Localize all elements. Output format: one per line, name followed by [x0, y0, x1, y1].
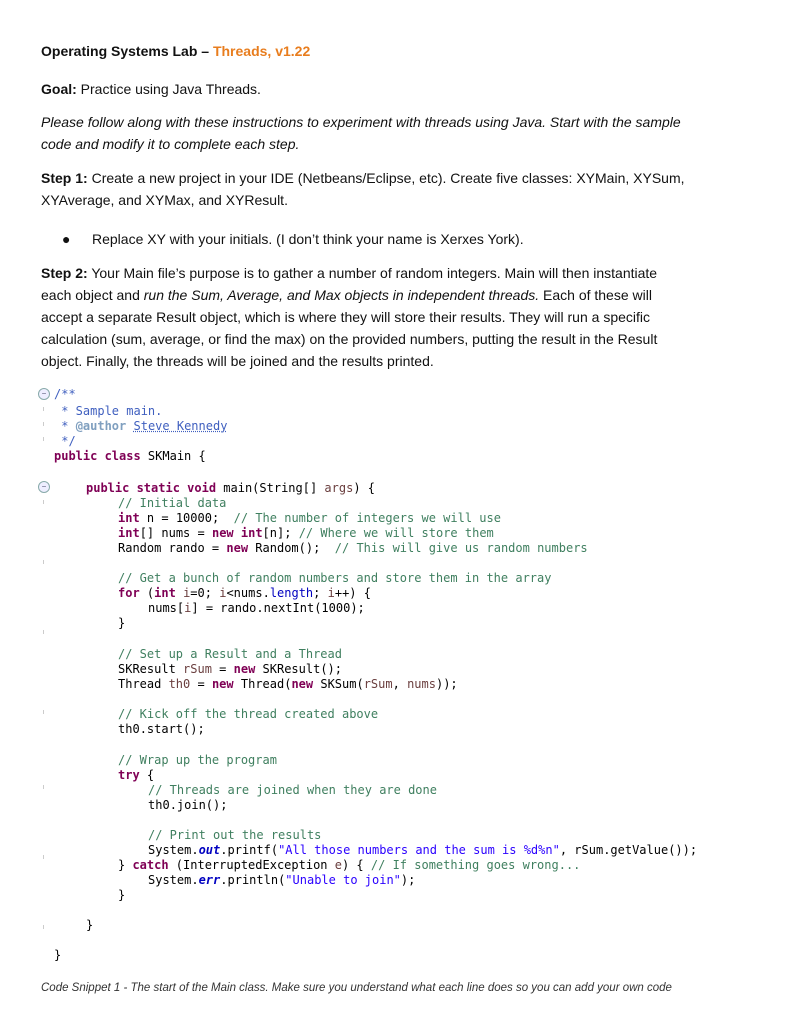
code-token: System. [148, 873, 199, 887]
step1-text: Create a new project in your IDE (Netbeans/Eclipse, etc). Create five classes: XYMain, XYSum, [87, 170, 685, 186]
code-token: .getValue()); [603, 843, 698, 857]
code-token: < [226, 586, 234, 600]
code-token: rSum [363, 677, 393, 691]
code-token: main(String[] [216, 481, 325, 495]
code-line [148, 873, 415, 888]
code-line [118, 858, 580, 873]
code-line [54, 449, 206, 464]
code-line [118, 722, 205, 737]
code-snippet [36, 385, 796, 970]
code-token: )); [435, 677, 458, 691]
code-line: // Get a bunch of random numbers and store them in the array [118, 571, 552, 585]
step1-line-1 [41, 167, 685, 189]
code-token: (InterruptedException [168, 858, 335, 872]
code-token: ] = [191, 601, 221, 615]
code-line: * Sample main. [54, 404, 163, 418]
code-token: [] [139, 526, 162, 540]
code-token: i [183, 586, 191, 600]
code-token: nums [407, 677, 436, 691]
code-token: [ [262, 526, 270, 540]
code-token: "Unable to join" [285, 873, 401, 887]
code-token: SKMain { [140, 449, 206, 463]
code-token: .println( [220, 873, 286, 887]
code-token: // The number of integers we will use [233, 511, 501, 525]
code-token: ); [400, 873, 416, 887]
code-token: SKResult [118, 662, 184, 676]
code-token: Random(); [248, 541, 335, 555]
code-line [118, 526, 494, 541]
intro-line-2: code and modify it to complete each step. [41, 136, 300, 152]
code-token: , [559, 843, 575, 857]
code-token: { [139, 768, 155, 782]
code-token: int [118, 526, 140, 540]
code-token: public class [54, 449, 141, 463]
code-token: new [211, 677, 234, 691]
step2-line2-c: Each of these will [539, 287, 652, 303]
step1-label: Step 1: [41, 170, 88, 186]
code-token: // This will give us random numbers [334, 541, 588, 555]
code-line [148, 601, 365, 616]
code-token: = [211, 662, 234, 676]
fold-toggle-icon[interactable]: − [38, 388, 50, 400]
code-token: * [54, 419, 76, 433]
step2-line2-emphasis: run the Sum, Average, and Max objects in independent threads. [143, 287, 540, 303]
code-token: rando [168, 541, 205, 555]
fold-toggle-icon[interactable]: − [38, 481, 50, 493]
code-line: // Set up a Result and a Thread [118, 647, 342, 661]
code-token: args [324, 481, 354, 495]
step2-label: Step 2: [41, 265, 88, 281]
code-line [118, 541, 588, 556]
code-token: SKSum( [313, 677, 364, 691]
step2-paragraph [41, 262, 657, 372]
code-line [118, 662, 342, 677]
code-token: = [190, 677, 212, 691]
goal-text: Practice using Java Threads. [76, 81, 261, 97]
code-token: th0 [168, 677, 191, 691]
code-line: } [86, 918, 94, 932]
code-token: new [291, 677, 314, 691]
goal-label: Goal: [41, 81, 77, 97]
step1-line-2: XYAverage, and XYMax, and XYResult. [41, 192, 288, 208]
code-token: System. [148, 843, 199, 857]
doc-title [41, 40, 310, 62]
code-token: n [146, 511, 155, 525]
code-token: // Where we will store them [298, 526, 494, 540]
bullet-dot-icon: ● [62, 231, 71, 247]
code-line [118, 511, 501, 526]
code-token: n [269, 526, 278, 540]
code-token: , [392, 677, 408, 691]
code-token: nums [148, 601, 177, 615]
code-token: "All those numbers and the sum is %d%n" [278, 843, 560, 857]
code-line [118, 677, 458, 692]
code-token: int [154, 586, 176, 600]
code-token: .printf( [220, 843, 279, 857]
step2-line-5: object. Finally, the threads will be joined and the results printed. [41, 353, 434, 369]
code-line [118, 586, 371, 601]
goal-paragraph [41, 78, 261, 100]
code-line: } [118, 888, 126, 902]
code-token: rSum [574, 843, 604, 857]
code-token: rSum [183, 662, 212, 676]
step2-line-1 [41, 262, 657, 284]
code-token: e [334, 858, 342, 872]
code-token: rando [220, 601, 257, 615]
code-line: // Initial data [118, 496, 227, 510]
code-token: new [226, 541, 249, 555]
code-token: // If something goes wrong... [370, 858, 581, 872]
code-token: i [184, 601, 192, 615]
code-line: // Kick off the thread created above [118, 707, 379, 721]
code-token: = 10000; [154, 511, 234, 525]
code-token: public static void [86, 481, 217, 495]
code-line: } [54, 948, 62, 962]
code-caption: Code Snippet 1 - The start of the Main class. Make sure you understand what each line does so you can add your own code [41, 982, 672, 994]
code-token: .start(); [139, 722, 205, 736]
code-token: = [204, 541, 227, 555]
code-token: = [190, 526, 212, 540]
code-token: i [327, 586, 335, 600]
code-line: */ [54, 434, 76, 448]
step2-line-4: calculation (sum, average, or find the max) on the provided numbers, putting the result in the Result [41, 331, 658, 347]
code-line: // Threads are joined when they are done [148, 783, 437, 797]
bullet-text: Replace XY with your initials. (I don’t think your name is Xerxes York). [92, 231, 524, 247]
code-token: ) { [353, 481, 376, 495]
intro-line-1: Please follow along with these instructions to experiment with threads using Java. Start with the sample [41, 114, 681, 130]
step2-line-3: accept a separate Result object, which is where they will store their results. They will run a specific [41, 309, 651, 325]
code-token: Thread [118, 677, 169, 691]
code-token: length [269, 586, 314, 600]
code-token: ( [139, 586, 155, 600]
code-line: // Print out the results [148, 828, 322, 842]
title-accent: Threads, v1.22 [212, 43, 311, 59]
code-line [148, 798, 227, 813]
code-token: catch [132, 858, 169, 872]
code-token: nums [233, 586, 263, 600]
code-token: .nextInt(1000); [256, 601, 365, 615]
code-token: ]; [277, 526, 299, 540]
author-name: Steve Kennedy [133, 419, 228, 433]
code-token: ; [313, 586, 328, 600]
javadoc-open: /** [54, 387, 76, 401]
code-token: ++) { [334, 586, 371, 600]
code-token: Random [118, 541, 169, 555]
code-token: SKResult(); [255, 662, 343, 676]
code-line [118, 768, 154, 783]
code-token: err [198, 873, 221, 887]
code-line [54, 387, 76, 402]
intro-paragraph [41, 111, 681, 155]
code-token: } [118, 858, 133, 872]
code-line: } [118, 616, 126, 630]
code-token: . [262, 586, 270, 600]
step2-text: Your Main file’s purpose is to gather a number of random integers. Main will then instantiate [87, 265, 658, 281]
code-line [86, 481, 375, 496]
code-token: int [118, 511, 140, 525]
code-token: new [233, 662, 256, 676]
code-token: try [118, 768, 140, 782]
code-token: .join(); [169, 798, 228, 812]
code-line [148, 843, 697, 858]
code-token: th0 [118, 722, 140, 736]
code-line: // Wrap up the program [118, 753, 277, 767]
code-token: out [198, 843, 221, 857]
code-line [54, 419, 227, 434]
code-token: [ [176, 601, 185, 615]
step2-line-2 [41, 284, 657, 306]
code-token: nums [161, 526, 191, 540]
code-token: Thread( [233, 677, 292, 691]
bullet-item [62, 228, 524, 250]
code-token: new int [211, 526, 263, 540]
code-token: i [219, 586, 227, 600]
code-token: ) { [341, 858, 371, 872]
code-token: @author [75, 419, 127, 433]
code-token: =0; [190, 586, 220, 600]
code-token: for [118, 586, 140, 600]
step2-line2-a: each object and [41, 287, 144, 303]
step1-paragraph [41, 167, 685, 211]
code-token: th0 [148, 798, 170, 812]
title-prefix: Operating Systems Lab – [41, 43, 213, 59]
